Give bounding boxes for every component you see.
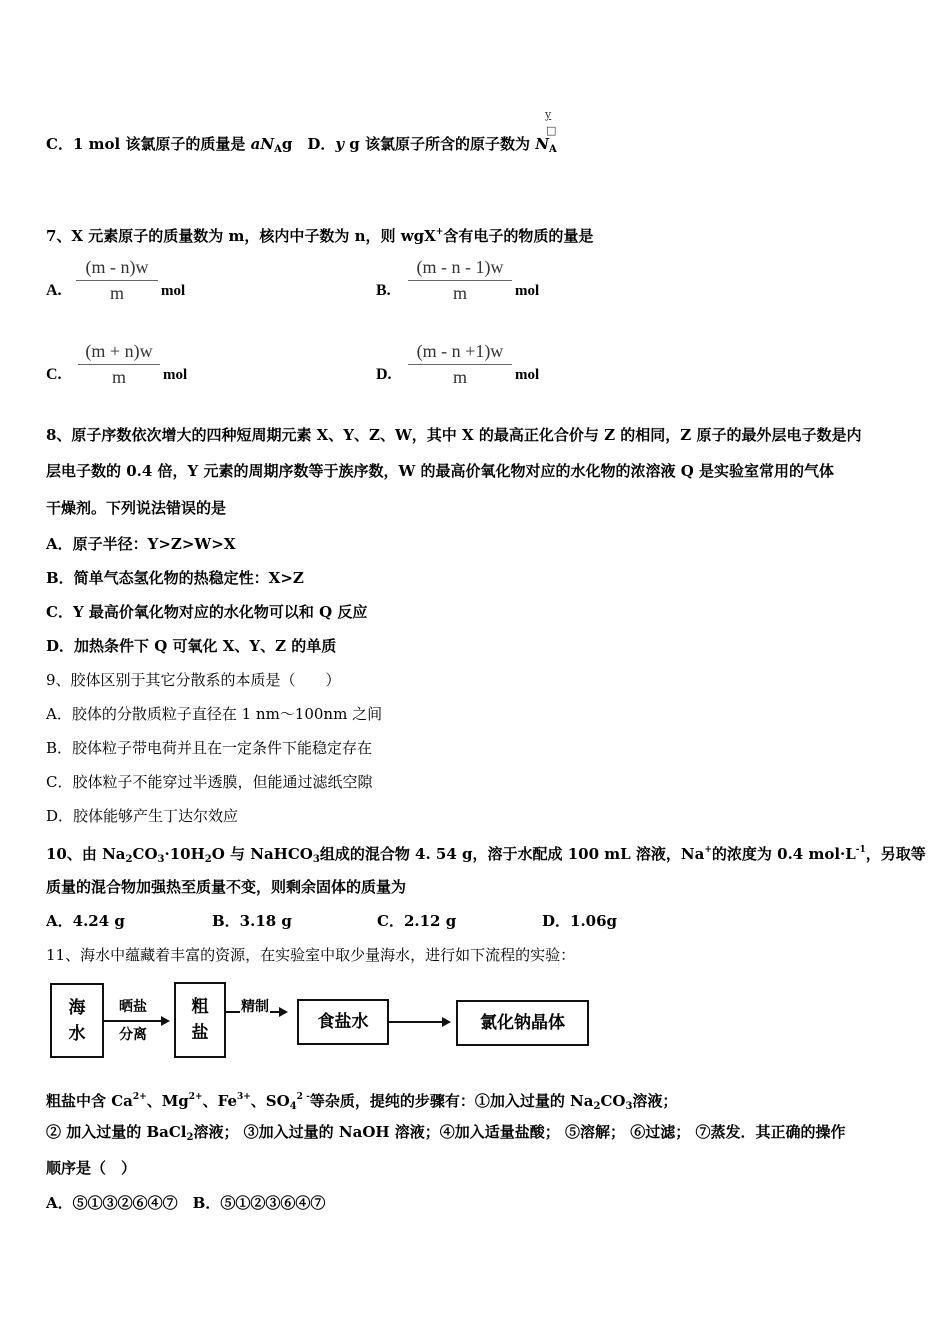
- superscript: 3+: [236, 1092, 251, 1102]
- q7-option-a-label: A.: [46, 282, 62, 299]
- text-run: C．胶体粒子不能穿过半透膜，但能通过滤纸空隙: [46, 773, 373, 791]
- text-run: B．胶体粒子带电荷并且在一定条件下能稳定存在: [46, 739, 373, 757]
- text-run: 的浓度为 0.4 mol·L: [711, 845, 856, 863]
- subscript: 3: [625, 1101, 633, 1112]
- text-run: 组成的混合物 4. 54 g，溶于水配成 100 mL 溶液，Na: [319, 845, 705, 863]
- unit: mol: [163, 367, 188, 383]
- numerator: (m + n)w: [78, 338, 160, 365]
- superscript: +: [704, 845, 712, 855]
- denominator: m: [452, 283, 467, 303]
- text-run: ② 加入过量的 BaCl: [46, 1123, 187, 1141]
- text-run: A．胶体的分散质粒子直径在 1 nm～100nm 之间: [46, 705, 383, 723]
- text-run: A．⑤①③②⑥④⑦ B．⑤①②③⑥④⑦: [46, 1194, 326, 1212]
- text-run: A．原子半径：Y>Z>W>X: [46, 535, 236, 553]
- q8-option-b: [46, 568, 304, 588]
- text-run: 、Mg: [146, 1092, 189, 1110]
- q10-option-b: B．3.18 g: [212, 912, 292, 930]
- box-sodium-chloride-crystal: 氯化钠晶体: [456, 1000, 589, 1046]
- text-run: 8、原子序数依次增大的四种短周期元素 X、Y、Z、W，其中 X 的最高正化合价与 Z 的相同，Z 原子的最外层电子数是内: [46, 426, 862, 444]
- q8-option-a: [46, 534, 236, 554]
- q8-stem-line2: [46, 461, 834, 481]
- arrow-label-bottom: 分离: [119, 1027, 147, 1043]
- q10-option-a: A．4.24 g: [46, 912, 125, 930]
- text-run: 9、胶体区别于其它分散系的本质是（ ）: [46, 671, 341, 689]
- subscript: 4: [289, 1101, 297, 1112]
- numerator: (m - n)w: [76, 254, 158, 281]
- q9-stem: [46, 670, 341, 690]
- text-run: 11、海水中蕴藏着丰富的资源，在实验室中取少量海水，进行如下流程的实验：: [46, 946, 576, 964]
- q10-stem-line2: [46, 877, 406, 897]
- text-run: 质量的混合物加强热至质量不变，则剩余固体的质量为: [46, 878, 407, 896]
- arrow-right-icon: [389, 1021, 449, 1023]
- text-run: ·10H: [164, 845, 205, 863]
- text-run: O 与 NaHCO: [211, 845, 313, 863]
- text-run: CO: [132, 845, 158, 863]
- denominator: m: [109, 283, 124, 303]
- unit: mol: [515, 367, 540, 383]
- subscript: A: [548, 144, 557, 155]
- text-run: 层电子数的 0.4 倍，Y 元素的周期序数等于族序数，W 的最高价氧化物对应的水化物的浓溶液 Q 是实验室常用的气体: [46, 462, 835, 480]
- arrow-label-top: 晒盐: [119, 999, 147, 1015]
- text-run: 溶液； ③加入过量的 NaOH 溶液；④加入适量盐酸； ⑤溶解； ⑥过滤； ⑦蒸发．其正确的操作: [193, 1123, 846, 1141]
- subscript: 2: [593, 1101, 601, 1112]
- arrow-label: 精制: [240, 996, 270, 1016]
- text-run: N: [535, 135, 549, 153]
- q11-options: [46, 1193, 325, 1213]
- fraction-denominator: □: [546, 124, 557, 137]
- denominator: m: [111, 367, 126, 387]
- q7-option-d-label: D.: [376, 366, 392, 383]
- superscript: 2+: [132, 1092, 147, 1102]
- q6-option-cd: [46, 134, 557, 160]
- subscript: 3: [312, 854, 320, 865]
- superscript: 2 -: [296, 1092, 310, 1102]
- q7-option-c-label: C.: [46, 366, 62, 383]
- superscript: 2+: [188, 1092, 203, 1102]
- text-run: C．1 mol 该氯原子的质量是: [46, 135, 251, 153]
- text-run: aN: [250, 135, 275, 153]
- q11-stem: [46, 945, 575, 965]
- subscript: 2: [204, 854, 212, 865]
- q7-option-a-fraction: [76, 254, 158, 305]
- text-run: CO: [600, 1092, 626, 1110]
- box-salt-water: 食盐水: [297, 999, 389, 1045]
- text-run: 10、由 Na: [46, 845, 126, 863]
- box-crude-salt: 粗 盐: [174, 982, 226, 1058]
- q11-text-line3: [46, 1158, 136, 1178]
- subscript: 3: [157, 854, 165, 865]
- text-run: B．简单气态氢化物的热稳定性：X>Z: [46, 569, 304, 587]
- q7-stem: [46, 222, 593, 246]
- q9-option-c: [46, 772, 372, 792]
- subscript: 2: [186, 1132, 194, 1143]
- unit: mol: [515, 283, 540, 299]
- unit: mol: [161, 283, 186, 299]
- text-run: 干燥剂。下列说法错误的是: [46, 499, 227, 517]
- text-run: 7、X 元素原子的质量数为 m，核内中子数为 n，则 wgX: [46, 227, 436, 245]
- denominator: m: [452, 367, 467, 387]
- text-run: ，另取等: [865, 845, 926, 863]
- q9-option-b: [46, 738, 372, 758]
- text-run: 、Fe: [202, 1092, 237, 1110]
- superscript: +: [435, 227, 444, 237]
- q11-text-line1: [46, 1087, 677, 1117]
- text-run: D．胶体能够产生丁达尔效应: [46, 807, 239, 825]
- q11-text-line2: [46, 1122, 845, 1148]
- q9-option-d: [46, 806, 238, 826]
- text-run: 含有电子的物质的量是: [443, 227, 594, 245]
- text-run: 溶液；: [632, 1092, 678, 1110]
- text-run: 顺序是（ ）: [46, 1159, 137, 1177]
- q10-stem-line1: [46, 840, 926, 870]
- text-run: D．加热条件下 Q 可氧化 X、Y、Z 的单质: [46, 637, 337, 655]
- q7-option-b-label: B.: [376, 282, 391, 299]
- q10-option-d: D．1.06g: [542, 912, 618, 930]
- subscript: 2: [125, 854, 133, 865]
- text-run: y: [335, 135, 345, 153]
- q8-stem-line3: [46, 498, 226, 518]
- q8-stem-line1: [46, 425, 861, 445]
- text-run: C．Y 最高价氧化物对应的水化物可以和 Q 反应: [46, 603, 368, 621]
- q8-option-d: [46, 636, 336, 656]
- subscript: A: [274, 144, 282, 155]
- box-seawater: 海 水: [50, 983, 104, 1058]
- q9-option-a: [46, 704, 382, 724]
- text-run: 粗盐中含 Ca: [46, 1092, 133, 1110]
- superscript: -1: [855, 845, 866, 855]
- numerator: (m - n +1)w: [408, 338, 512, 365]
- text-run: 等杂质，提纯的步骤有：①加入过量的 Na: [309, 1092, 594, 1110]
- q7-option-d-fraction: [408, 338, 512, 389]
- q10-option-c: C．2.12 g: [377, 912, 457, 930]
- q8-option-c: [46, 602, 367, 622]
- arrow-right-icon: [104, 1020, 168, 1022]
- numerator: (m - n - 1)w: [408, 254, 512, 281]
- text-run: g 该氯原子所含的原子数为: [344, 135, 530, 153]
- text-run: g D．: [281, 135, 336, 153]
- q7-option-c-fraction: [78, 338, 160, 389]
- text-run: 、SO: [250, 1092, 290, 1110]
- q7-option-b-fraction: [408, 254, 512, 305]
- fraction-numerator: y: [545, 108, 552, 121]
